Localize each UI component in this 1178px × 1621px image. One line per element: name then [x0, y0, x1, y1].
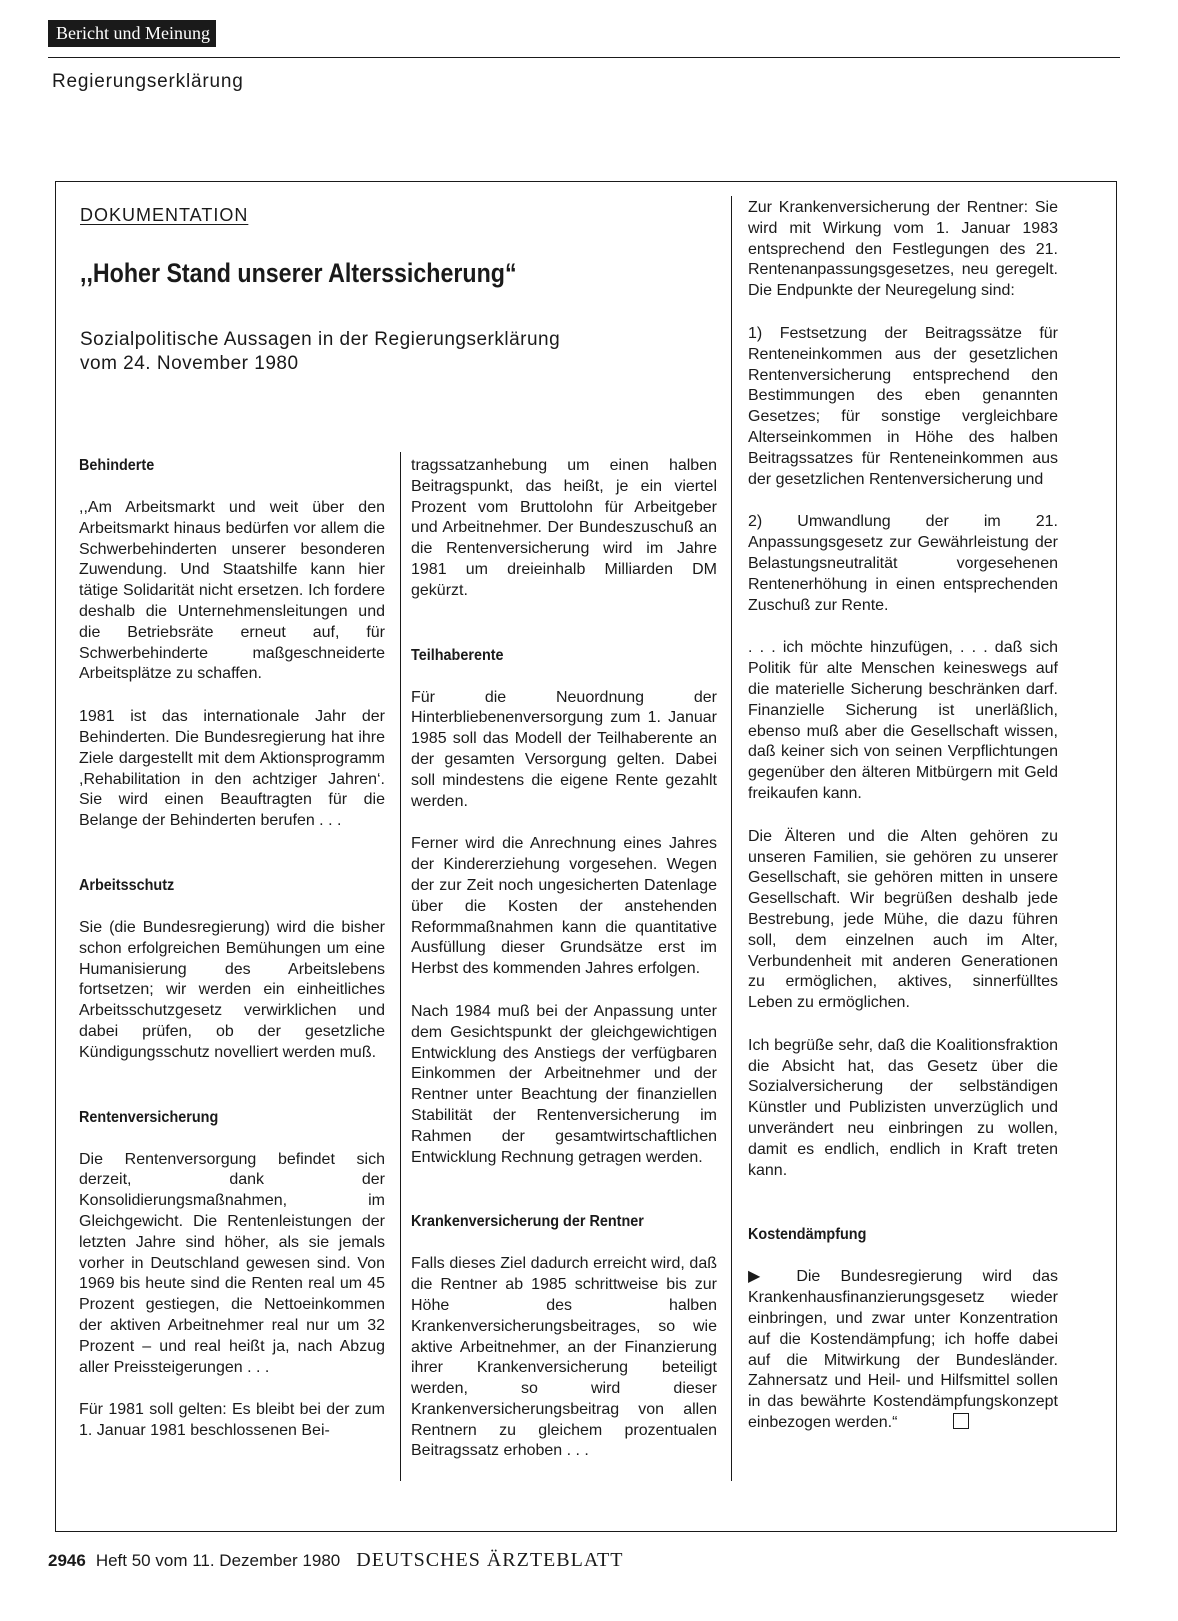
subsection-label: Regierungserklärung: [52, 71, 244, 92]
closing-paragraph: [748, 1267, 1058, 1433]
section-label: Bericht und Meinung: [48, 20, 216, 47]
article-title: ,,Hoher Stand unserer Alterssicherung“: [80, 258, 517, 288]
column-1: [79, 456, 385, 1442]
paragraph-text: ▶ Die Bundesregierung wird das Krankenhausfinanzierungsgesetz wieder einbringen, und zwar unter Konzentration auf die Kostendämpfung; ich hoffe dabei auf die Mitwirkung der Bundesländer. Zahnersatz und Heil- und Hilfsmittel sollen in das bewährte Kostendämpfungskonzept einbezogen werden.“: [748, 1268, 1058, 1432]
paragraph: Zur Krankenversicherung der Rentner: Sie wird mit Wirkung vom 1. Januar 1983 entsprechend den Festlegungen des 21. Rentenanpassungsgesetzes, neu geregelt. Die Endpunkte der Neuregelung sind:: [748, 199, 1058, 300]
article-kicker: DOKUMENTATION: [80, 205, 249, 225]
paragraph: Ferner wird die Anrechnung eines Jahres der Kindererziehung vorgesehen. Wegen der zur Zeit noch ungesicherten Datenlage über die Kosten der anstehenden Reformmaßnahmen kann die quantitative Ausfüllung dieser Grundsätze erst im Herbst des kommenden Jahres erfolgen.: [411, 835, 717, 978]
deck-line-2: vom 24. November 1980: [80, 353, 299, 374]
header-rule: [48, 57, 1120, 58]
heading-kostendaempfung: Kostendämpfung: [748, 1226, 867, 1244]
paragraph: 2) Umwandlung der im 21. Anpassungsgesetz zur Gewährleistung der Belastungsneutralität vorgesehenen Rentenerhöhung in einen entsprechenden Zuschuß zur Rente.: [748, 513, 1058, 614]
paragraph: Die Rentenversorgung befindet sich derzeit, dank der Konsolidierungsmaßnahmen, im Gleichgewicht. Die Rentenleistungen der letzten Jahre sind höher, als sie jemals vorher in Deutschland gewesen sind. Von 1969 bis heute sind die Renten real um 45 Prozent gestiegen, die Nettoeinkommen der aktiven Arbeitnehmer real nur um 32 Prozent – und real heißt ja, nach Abzug aller Preissteigerungen . . .: [79, 1150, 385, 1376]
page-footer: [48, 1548, 623, 1574]
paragraph: 1) Festsetzung der Beitragssätze für Renteneinkommen aus der gesetzlichen Rentenversicherung entsprechend den Bestimmungen des eben genannten Gesetzes; für sonstige vergleichbare Alterseinkommen in Höhe des halben Beitragssatzes für Renteneinkommen aus der gesetzlichen Rentenversicherung und: [748, 324, 1058, 488]
paragraph: 1981 ist das internationale Jahr der Behinderten. Die Bundesregierung hat ihre Ziele dargestellt mit dem Aktionsprogramm ,Rehabilitation in den achtziger Jahren‘. Sie wird einen Beauftragten für die Belange der Behinderten berufen . . .: [79, 708, 385, 830]
deck-line-1: Sozialpolitische Aussagen in der Regierungserklärung: [80, 329, 561, 350]
heading-teilhaberente: Teilhaberente: [411, 646, 504, 664]
issue-info: Heft 50 vom 11. Dezember 1980: [95, 1551, 341, 1570]
column-3: [748, 198, 1058, 1434]
heading-krankenversicherung: Krankenversicherung der Rentner: [411, 1213, 644, 1231]
journal-name: DEUTSCHES ÄRZTEBLATT: [356, 1549, 624, 1571]
paragraph: tragssatzanhebung um einen halben Beitragspunkt, das heißt, je ein viertel Prozent vom Bruttolohn für Arbeitgeber und Arbeitnehmer. Der Bundeszuschuß an die Rentenversicherung wird im Jahre 1981 um dreieinhalb Milliarden DM gekürzt.: [411, 457, 717, 599]
paragraph: Die Älteren und die Alten gehören zu unseren Familien, sie gehören zu unserer Gesellschaft, sie gehören mitten in unsere Gesellschaft. Wir begrüßen deshalb jede Bestrebung, jede Mühe, die dazu führen soll, dem einzelnen auch im Alter, Verbundenheit mit anderen Generationen zu ermöglichen, aktives, sinnerfülltes Leben zu ermöglichen.: [748, 827, 1058, 1012]
heading-rentenversicherung: Rentenversicherung: [79, 1108, 219, 1126]
paragraph: . . . ich möchte hinzufügen, . . . daß sich Politik für alte Menschen keineswegs auf die materielle Sicherung beschränken darf. Finanzielle Sicherung ist unerläßlich, ebenso muß aber die Gesellschaft wissen, daß keiner sich von seinen Verpflichtungen gegenüber den älteren Mitbürgern mit Geld freikaufen kann.: [748, 639, 1058, 802]
article-deck: [80, 328, 720, 376]
heading-behinderte: Behinderte: [79, 457, 155, 474]
paragraph: Für 1981 soll gelten: Es bleibt bei der zum 1. Januar 1981 beschlossenen Bei-: [79, 1401, 385, 1440]
paragraph: Nach 1984 muß bei der Anpassung unter dem Gesichtspunkt der gleichgewichtigen Entwicklung des Anstiegs der verfügbaren Einkommen der Arbeitnehmer und der Rentner unter Beachtung der finanziellen Stabilität der Rentenversicherung im Rahmen der gesamtwirtschaftlichen Entwicklung Rechnung getragen werden.: [411, 1002, 717, 1166]
column-divider-2: [731, 196, 732, 1481]
paragraph: Für die Neuordnung der Hinterbliebenenversorgung zum 1. Januar 1985 soll das Modell der Teilhaberente an der gesamten Versorgung gelten. Dabei soll mindestens die eigene Rente gezahlt werden.: [411, 688, 717, 810]
paragraph: ,,Am Arbeitsmarkt und weit über den Arbeitsmarkt hinaus bedürfen vor allem die Schwerbehinderten unserer besonderen Zuwendung. Und Staatshilfe kann hier tätige Solidarität nicht ersetzen. Ich fordere deshalb die Unternehmensleitungen und die Betriebsräte erneut auf, für Schwerbehinderte maßgeschneiderte Arbeitsplätze zu schaffen.: [79, 499, 385, 683]
column-2: [411, 456, 717, 1462]
column-divider-1: [400, 452, 401, 1481]
paragraph: Falls dieses Ziel dadurch erreicht wird, daß die Rentner ab 1985 schrittweise bis zur Höhe des halben Krankenversicherungsbeitrages, so wie aktive Arbeitnehmer, an der Finanzierung ihrer Krankenversicherung beteiligt werden, so wird dieser Krankenversicherungsbeitrag von allen Rentnern zu gleichem prozentualen Beitragssatz erhoben . . .: [411, 1255, 717, 1460]
heading-arbeitsschutz: Arbeitsschutz: [79, 876, 175, 894]
page-number: 2946: [48, 1551, 86, 1570]
paragraph: Ich begrüße sehr, daß die Koalitionsfraktion die Absicht hat, das Gesetz über die Sozialversicherung der selbständigen Künstler und Publizisten unverzüglich und unverändert neu einbringen zu wollen, damit es endlich, endlich in Kraft treten kann.: [748, 1036, 1058, 1179]
end-of-article-icon: [953, 1413, 969, 1429]
paragraph: Sie (die Bundesregierung) wird die bisher schon erfolgreichen Bemühungen um eine Humanisierung des Arbeitslebens fortsetzen; wir werden ein einheitliches Arbeitsschutzgesetz verwirklichen und dabei prüfen, ob der gesetzliche Kündigungsschutz novelliert werden muß.: [79, 918, 385, 1061]
